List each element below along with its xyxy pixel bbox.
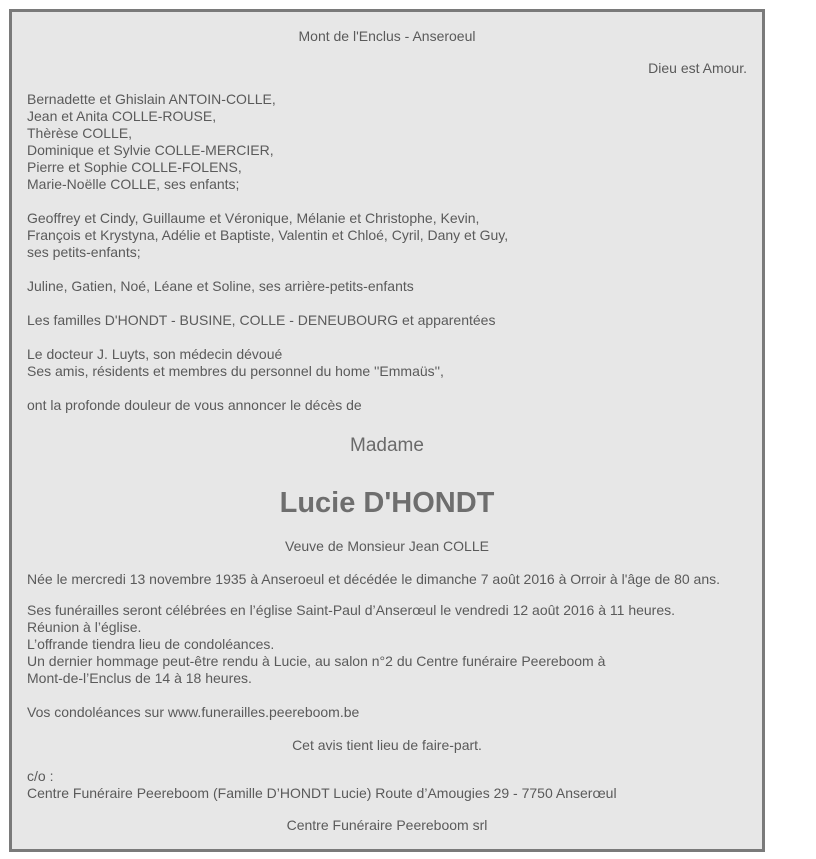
child-line: Pierre et Sophie COLLE-FOLENS, — [27, 159, 242, 175]
child-line: Thèrèse COLLE, — [27, 125, 133, 141]
obituary-card — [9, 9, 765, 852]
child-line: Marie-Noëlle COLLE, ses enfants; — [27, 176, 240, 192]
great-grandchildren: Juline, Gatien, Noé, Léane et Soline, ses arrière-petits-enfants — [27, 278, 414, 294]
children-list — [27, 91, 747, 193]
others-line: Ses amis, résidents et membres du personnel du home ''Emmaüs'', — [27, 363, 444, 379]
location-header: Mont de l'Enclus - Anseroeul — [298, 28, 476, 44]
contact-line: Centre Funéraire Peereboom (Famille D’HONDT Lucie) Route d’Amougies 29 - 7750 Anserœul — [27, 785, 617, 801]
child-line: Dominique et Sylvie COLLE-MERCIER, — [27, 142, 274, 158]
notice: Cet avis tient lieu de faire-part. — [292, 737, 482, 753]
child-line: Bernadette et Ghislain ANTOIN-COLLE, — [27, 91, 276, 107]
contact-line: c/o : — [27, 768, 54, 784]
grandchildren-list — [27, 210, 747, 261]
families-line: Les familles D'HONDT - BUSINE, COLLE - DENEUBOURG et apparentées — [27, 312, 496, 328]
grandchildren-line: Geoffrey et Cindy, Guillaume et Véronique, Mélanie et Christophe, Kevin, — [27, 210, 480, 226]
funeral-line: Réunion à l’église. — [27, 619, 142, 635]
widow-of: Veuve de Monsieur Jean COLLE — [285, 538, 489, 554]
funeral-line: Un dernier hommage peut-être rendu à Lucie, au salon n°2 du Centre funéraire Peereboom à — [27, 653, 606, 669]
footer: Centre Funéraire Peereboom srl — [286, 817, 488, 833]
funeral-line: Ses funérailles seront célébrées en l’église Saint-Paul d’Anserœul le vendredi 12 août 2016 à 11 heures. — [27, 602, 676, 618]
others-list — [27, 346, 747, 380]
motto: Dieu est Amour. — [648, 60, 747, 76]
others-line: Le docteur J. Luyts, son médecin dévoué — [27, 346, 283, 362]
birth-death: Née le mercredi 13 novembre 1935 à Anseroeul et décédée le dimanche 7 août 2016 à Orroir à l'âge de 80 ans. — [27, 571, 721, 587]
funeral-line: Mont-de-l’Enclus de 14 à 18 heures. — [27, 670, 252, 686]
funeral-line: L’offrande tiendra lieu de condoléances. — [27, 636, 275, 652]
condolences: Vos condoléances sur www.funerailles.peereboom.be — [27, 704, 360, 720]
grandchildren-line: François et Krystyna, Adélie et Baptiste, Valentin et Chloé, Cyril, Dany et Guy, — [27, 227, 509, 243]
child-line: Jean et Anita COLLE-ROUSE, — [27, 108, 217, 124]
deceased-title: Madame — [350, 435, 424, 456]
funeral-details — [27, 602, 747, 687]
grandchildren-line: ses petits-enfants; — [27, 244, 141, 260]
deceased-name: Lucie D'HONDT — [279, 487, 495, 519]
contact-info — [27, 768, 747, 802]
announcement: ont la profonde douleur de vous annoncer le décès de — [27, 397, 362, 413]
